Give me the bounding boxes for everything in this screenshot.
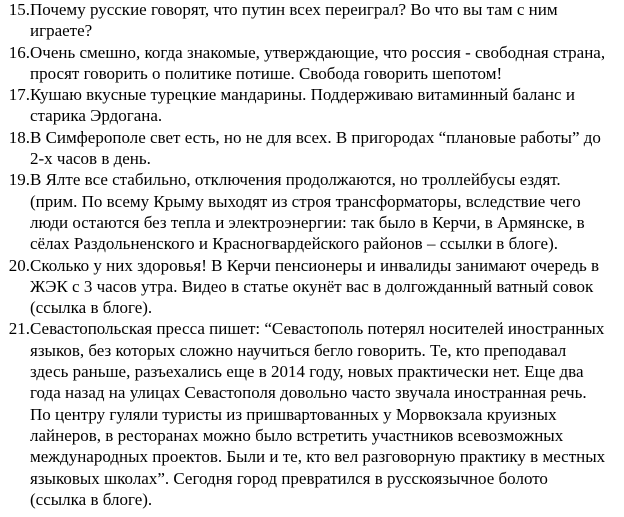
text-line: языков, без которых сложно научиться бегло говорить. Те, кто преподавал (30, 340, 567, 360)
text-line: 2-х часов в день. (30, 149, 151, 169)
text-line: старика Эрдогана. (30, 106, 163, 126)
list-item-15 (0, 0, 624, 42)
list-item-19 (0, 169, 624, 254)
text-line: (прим. По всему Крыму выходят из строя трансформаторы, вследствие чего (30, 191, 581, 211)
text-line: В Симферополе свет есть, но не для всех. В пригородах “плановые работы” до (30, 127, 601, 147)
text-line: Кушаю вкусные турецкие мандарины. Поддерживаю витаминный баланс и (30, 85, 575, 105)
text-line: просят говорить о политике потише. Свобода говорить шепотом! (30, 63, 503, 83)
text-line: языковых школах”. Сегодня город превратился в русскоязычное болото (30, 468, 548, 488)
item-number: 20. (8, 255, 30, 275)
item-number: 19. (8, 170, 30, 190)
item-text (30, 84, 624, 127)
item-text (30, 127, 624, 170)
text-line: здесь раньше, разъехались еще в 2014 году, новых практически нет. Еще два (30, 362, 584, 382)
text-line: (ссылка в блоге). (30, 298, 153, 318)
item-text (30, 318, 624, 510)
text-line: Почему русские говорят, что путин всех переиграл? Во что вы там с ним (30, 0, 558, 19)
item-number: 17. (8, 85, 30, 105)
list-item-18 (0, 127, 624, 170)
item-number: 21. (8, 319, 30, 339)
item-text (30, 0, 624, 42)
text-line: ЖЭК с 3 часов утра. Видео в статье окунёт вас в долгожданный ватный совок (30, 276, 594, 296)
list-item-21 (0, 318, 624, 510)
list-item-16 (0, 42, 624, 85)
text-line: играете? (30, 21, 93, 41)
text-line: Очень смешно, когда знакомые, утверждающие, что россия - свободная страна, (30, 42, 606, 62)
text-line: В Ялте все стабильно, отключения продолжаются, но троллейбусы ездят. (30, 170, 561, 190)
text-line: (ссылка в блоге). (30, 489, 153, 509)
item-text (30, 42, 624, 85)
text-line: Сколько у них здоровья! В Керчи пенсионеры и инвалиды занимают очередь в (30, 255, 600, 275)
text-line: года назад на улицах Севастополя довольно часто звучала иностранная речь. (30, 383, 587, 403)
item-number: 16. (8, 42, 30, 62)
text-line: международных проектов. Были и те, кто вел разговорную практику в местных (30, 447, 606, 467)
text-line: сёлах Раздольненского и Красногвардейского районов – ссылки в блоге). (30, 234, 558, 254)
item-number: 15. (8, 0, 30, 19)
item-text (30, 255, 624, 319)
text-line: По центру гуляли туристы из пришвартованных у Морвокзала круизных (30, 404, 557, 424)
list-item-20 (0, 255, 624, 319)
text-line: Севастопольская пресса пишет: “Севастополь потерял носителей иностранных (30, 319, 605, 339)
item-number: 18. (8, 127, 30, 147)
list-item-17 (0, 84, 624, 127)
text-line: лайнеров, в ресторанах можно было встретить участников всевозможных (30, 425, 564, 445)
text-line: люди остаются без тепла и электроэнергии: так было в Керчи, в Армянске, в (30, 212, 585, 232)
item-text (30, 169, 624, 254)
